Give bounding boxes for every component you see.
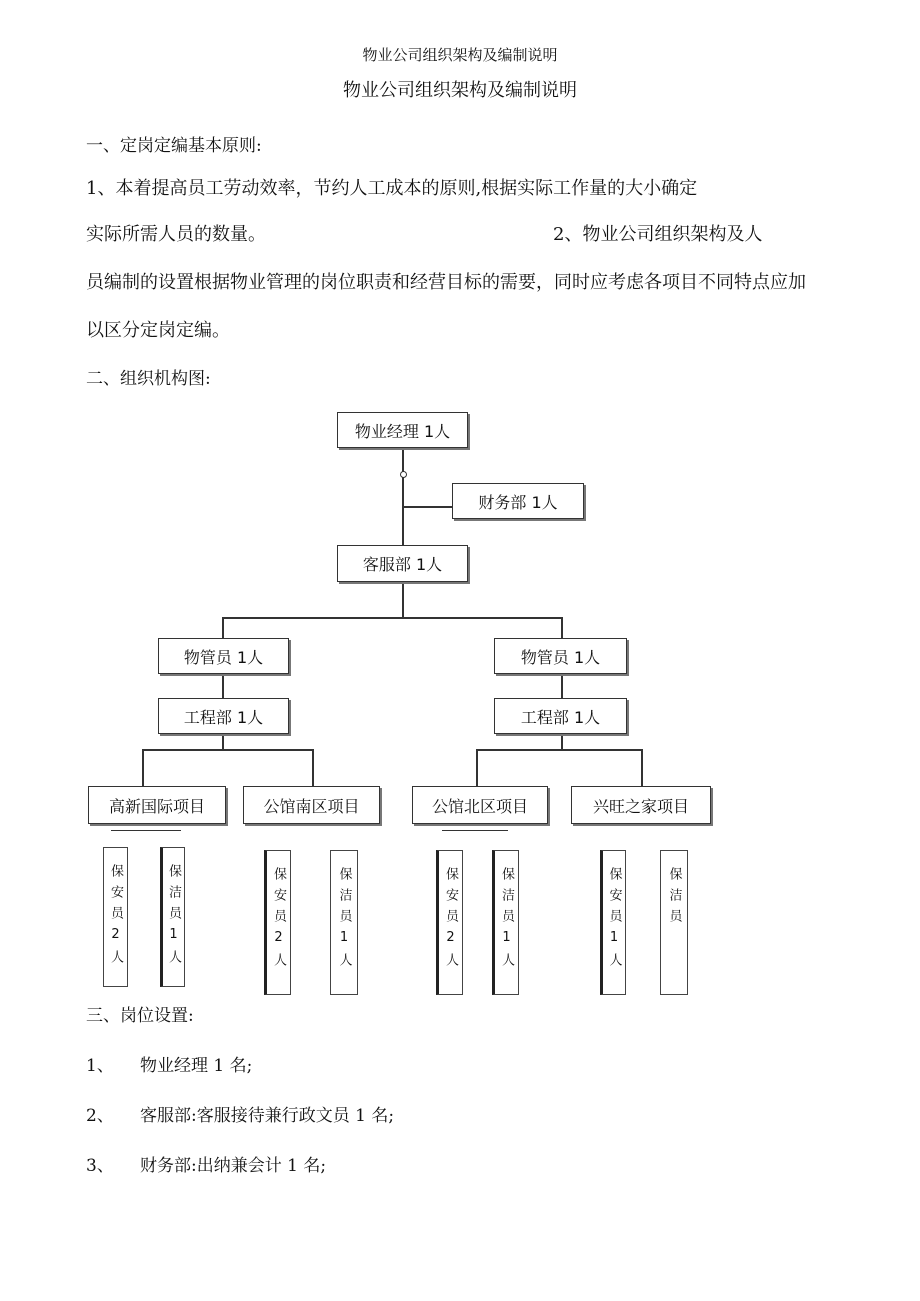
staff-label-3: 保安员2人 bbox=[271, 867, 286, 974]
staff-box-6 bbox=[492, 850, 519, 995]
staff-box-1 bbox=[103, 847, 128, 987]
connector-manager-cs bbox=[402, 447, 404, 547]
connector-right-projects bbox=[476, 749, 643, 751]
customer-service-box bbox=[337, 545, 468, 582]
left-engineering-box bbox=[158, 698, 289, 734]
connector-project3 bbox=[476, 749, 478, 787]
manager-label: 物业经理 1人 bbox=[354, 421, 451, 441]
connector-cs-down bbox=[402, 582, 404, 618]
staff-label-1: 保安员2人 bbox=[108, 864, 123, 971]
connector-right-admin bbox=[561, 617, 563, 638]
paragraph1-line2: 实际所需人员的数量。 bbox=[86, 224, 266, 245]
project-label-1: 高新国际项目 bbox=[108, 796, 205, 816]
project-label-2: 公馆南区项目 bbox=[263, 796, 360, 816]
paragraph2-start: 2、物业公司组织架构及人 bbox=[553, 224, 763, 245]
item-number-1: 1、 bbox=[86, 1056, 114, 1076]
finance-label: 财务部 1人 bbox=[478, 492, 558, 512]
document-title: 物业公司组织架构及编制说明 bbox=[343, 80, 577, 101]
connector-right-eng bbox=[561, 674, 563, 698]
paragraph1-line1: 1、本着提高员工劳动效率，节约人工成本的原则,根据实际工作量的大小确定 bbox=[86, 178, 698, 199]
junction-dot bbox=[400, 471, 407, 478]
manager-box bbox=[337, 412, 468, 448]
staff-box-8 bbox=[660, 850, 688, 995]
project-box-3 bbox=[412, 786, 548, 824]
staff-box-3 bbox=[264, 850, 291, 995]
section2-heading: 二、组织机构图: bbox=[86, 369, 211, 389]
staff-box-5 bbox=[436, 850, 463, 995]
staff-label-5: 保安员2人 bbox=[443, 867, 458, 974]
staff-label-6: 保洁员1人 bbox=[499, 867, 514, 974]
staff-box-7 bbox=[600, 850, 626, 995]
customer-service-label: 客服部 1人 bbox=[362, 555, 443, 574]
right-engineering-label: 工程部 1人 bbox=[520, 707, 601, 727]
left-engineering-label: 工程部 1人 bbox=[183, 707, 264, 727]
connector-left-eng bbox=[222, 674, 224, 698]
project-box-2 bbox=[243, 786, 380, 824]
connector-staff3 bbox=[442, 830, 508, 831]
connector-project1 bbox=[142, 749, 144, 787]
connector-left-admin bbox=[222, 617, 224, 638]
project-box-1 bbox=[88, 786, 226, 824]
connector-left-eng-down bbox=[222, 734, 224, 750]
running-header: 物业公司组织架构及编制说明 bbox=[362, 46, 558, 64]
connector-right-eng-down bbox=[561, 734, 563, 750]
connector-cs-horizontal bbox=[222, 617, 563, 619]
staff-box-2 bbox=[160, 847, 185, 987]
finance-box bbox=[452, 483, 584, 519]
project-label-3: 公馆北区项目 bbox=[431, 796, 528, 816]
paragraph2-line1: 员编制的设置根据物业管理的岗位职责和经营目标的需要，同时应考虑各项目不同特点应加 bbox=[86, 272, 806, 293]
right-engineering-box bbox=[494, 698, 627, 734]
staff-label-7: 保安员1人 bbox=[606, 867, 622, 974]
staff-box-4 bbox=[330, 850, 358, 995]
section1-heading: 一、定岗定编基本原则: bbox=[86, 136, 262, 156]
connector-project2 bbox=[312, 749, 314, 787]
staff-label-8: 保洁员 bbox=[666, 867, 682, 930]
connector-project4 bbox=[641, 749, 643, 787]
left-admin-box bbox=[158, 638, 289, 674]
right-admin-label: 物管员 1人 bbox=[520, 647, 601, 667]
project-box-4 bbox=[571, 786, 711, 824]
paragraph2-line2: 以区分定岗定编。 bbox=[86, 320, 230, 341]
project-label-4: 兴旺之家项目 bbox=[592, 796, 689, 816]
item-text-1: 物业经理 1 名; bbox=[140, 1056, 253, 1076]
staff-label-4: 保洁员1人 bbox=[336, 867, 352, 974]
connector-finance bbox=[402, 506, 452, 508]
right-admin-box bbox=[494, 638, 627, 674]
connector-left-projects bbox=[142, 749, 314, 751]
connector-staff1 bbox=[111, 830, 181, 831]
item-text-3: 财务部:出纳兼会计 1 名; bbox=[140, 1156, 327, 1176]
item-number-2: 2、 bbox=[86, 1106, 114, 1126]
item-number-3: 3、 bbox=[86, 1156, 114, 1176]
staff-label-2: 保洁员1人 bbox=[166, 864, 181, 971]
section3-heading: 三、岗位设置: bbox=[86, 1006, 194, 1026]
item-text-2: 客服部:客服接待兼行政文员 1 名; bbox=[140, 1106, 395, 1126]
left-admin-label: 物管员 1人 bbox=[183, 647, 264, 667]
